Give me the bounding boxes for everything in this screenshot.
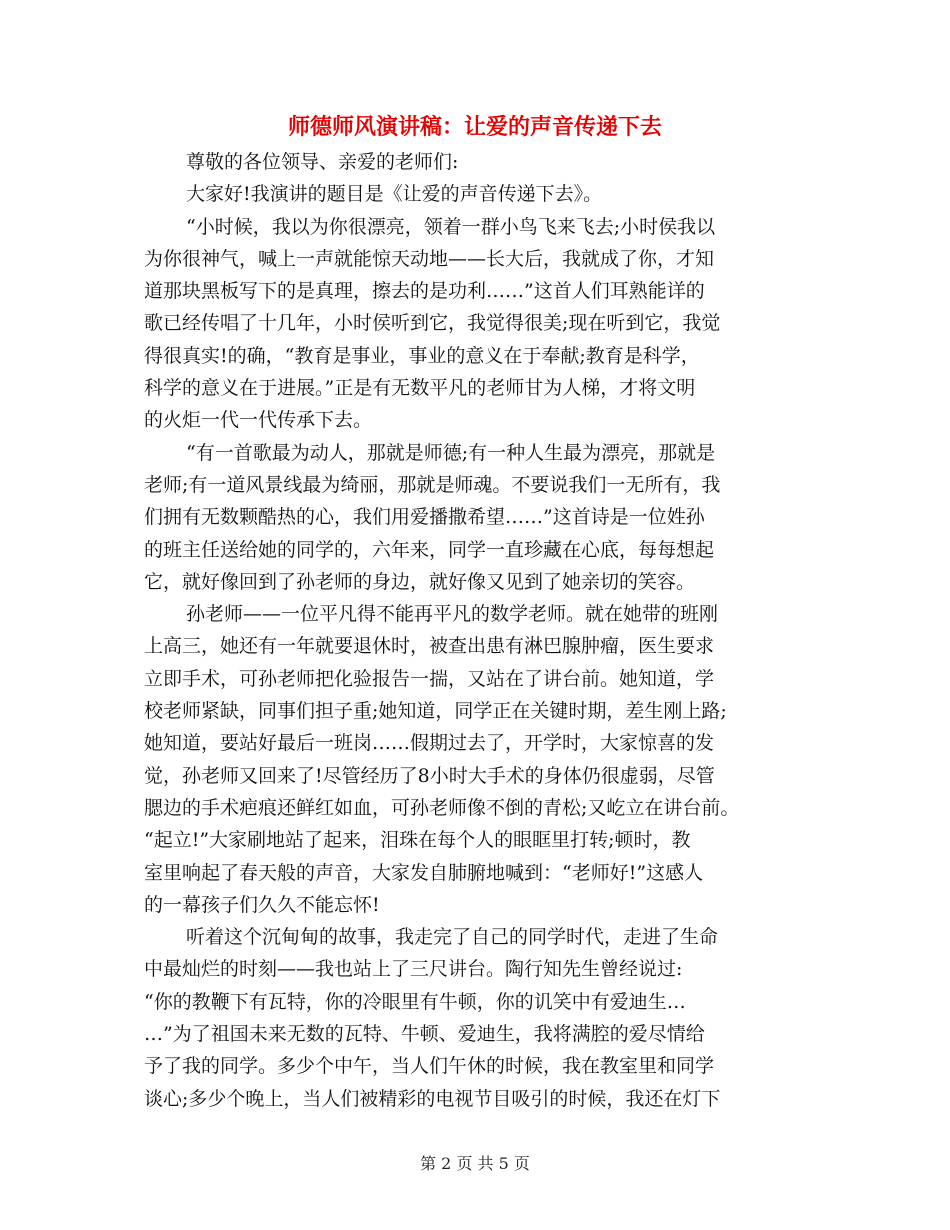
text-line: 道那块黑板写下的是真理，擦去的是功利……”这首人们耳熟能详的 [144, 280, 705, 303]
text-line: 上高三，她还有一年就要退休时，被查出患有淋巴腺肿瘤，医生要求 [144, 635, 715, 658]
text-line: 的一幕孩子们久久不能忘怀! [144, 893, 380, 916]
page-title: 师德师风演讲稿：让爱的声音传递下去 [287, 114, 662, 140]
document-body [144, 146, 806, 1115]
text-line: 立即手术，可孙老师把化验报告一揣，又站在了讲台前。她知道，学 [144, 667, 715, 690]
text-line: “有一首歌最为动人，那就是师德;有一种人生最为漂亮，那就是 [186, 441, 716, 464]
text-line: 科学的意义在于进展。”正是有无数平凡的老师甘为人梯，才将文明 [144, 377, 696, 400]
text-line: 的班主任送给她的同学的，六年来，同学一直珍藏在心底，每每想起 [144, 538, 715, 561]
text-line: “小时候，我以为你很漂亮，领着一群小鸟飞来飞去;小时侯我以 [186, 215, 716, 238]
text-line: “起立!”大家刷地站了起来，泪珠在每个人的眼眶里打转;顿时，教 [144, 829, 691, 852]
text-line: 谈心;多少个晚上，当人们被精彩的电视节目吸引的时候，我还在灯下 [144, 1087, 721, 1110]
text-line: 她知道，要站好最后一班岗……假期过去了，开学时，大家惊喜的发 [144, 732, 715, 755]
text-line: “你的教鞭下有瓦特，你的冷眼里有牛顿，你的讥笑中有爱迪生… [144, 990, 686, 1013]
text-line: 的火炬一代一代传承下去。 [144, 409, 373, 432]
text-line: 们拥有无数颗酷热的心，我们用爱播撒希望……”这首诗是一位姓孙 [144, 506, 705, 529]
text-line: 室里响起了春天般的声音，大家发自肺腑地喊到：“老师好!”这感人 [144, 861, 704, 884]
text-line: 中最灿烂的时刻——我也站上了三尺讲台。陶行知先生曾经说过: [144, 958, 683, 981]
text-line: 觉，孙老师又回来了!尽管经历了8小时大手术的身体仍很虚弱，尽管 [144, 764, 715, 787]
text-line: 校老师紧缺，同事们担子重;她知道，同学正在关键时期，差生刚上路; [144, 700, 727, 723]
text-line: 予了我的同学。多少个中午，当人们午休的时候，我在教室里和同学 [144, 1055, 715, 1078]
text-line: 它，就好像回到了孙老师的身边，就好像又见到了她亲切的笑容。 [144, 570, 696, 593]
text-line: 大家好!我演讲的题目是《让爱的声音传递下去》。 [186, 183, 603, 206]
text-line: 尊敬的各位领导、亲爱的老师们: [186, 151, 459, 173]
text-line: 听着这个沉甸甸的故事，我走完了自己的同学时代，走进了生命 [186, 926, 719, 949]
text-line: 得很真实!的确，“教育是事业，事业的意义在于奉献;教育是科学， [144, 344, 700, 367]
text-line: 为你很神气，喊上一声就能惊天动地——长大后，我就成了你，才知 [144, 247, 715, 270]
text-line: …”为了祖国未来无数的瓦特、牛顿、爱迪生，我将满腔的爱尽情给 [144, 1023, 705, 1046]
page-footer: 第 2 页 共 5 页 [420, 1154, 530, 1173]
text-line: 孙老师——一位平凡得不能再平凡的数学老师。就在她带的班刚 [186, 603, 719, 626]
text-line: 腮边的手术疤痕还鲜红如血，可孙老师像不倒的青松;又屹立在讲台前。 [144, 796, 740, 819]
text-line: 歌已经传唱了十几年，小时侯听到它，我觉得很美;现在听到它，我觉 [144, 312, 721, 335]
text-line: 老师;有一道风景线最为绮丽，那就是师魂。不要说我们一无所有，我 [144, 473, 721, 496]
